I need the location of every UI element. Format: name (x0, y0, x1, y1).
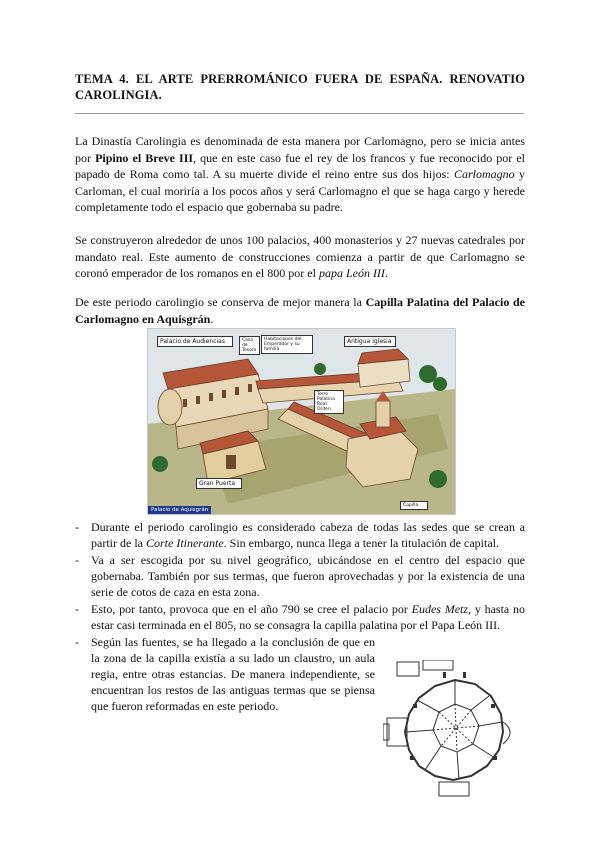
text: Durante el periodo carolingio es considerado cabeza de todas las sedes que se crean a partir de la (91, 520, 525, 550)
label-casa: Casa de Tesoro (239, 336, 260, 355)
label-torre: Torre Palatina Real Orden (314, 390, 344, 414)
text: Se construyeron alrededor de unos 100 palacios, 400 monasterios y 27 nuevas catedrales por mandato real. Este aumento de construcciones comienza a partir de que Carlomagno se coronó emperador de los romanos en el 800 por el (75, 233, 525, 280)
label-capilla: Capilla (400, 501, 428, 510)
text-bold: Capilla Palatina del Palacio de Carlomagno en Aquisgrán (75, 295, 525, 326)
bullet-marker: - (75, 553, 79, 567)
paragraph-dynasty (75, 133, 525, 216)
label-gran-puerta: Gran Puerta (196, 478, 242, 489)
paragraph-constructions (75, 232, 525, 282)
text: , y hasta no estar casi terminada en el 805, no se consagra la capilla palatina por el Papa León III. (91, 602, 526, 632)
list-item (75, 634, 375, 714)
text-italic: Carlomagno (453, 167, 515, 181)
text: , que en este caso fue el rey de los francos y fue reconocido por el papado de Roma como tal. A su muerte divide el reino entre sus dos hijos: (75, 150, 526, 181)
list-item (75, 552, 525, 600)
text: . Sin embargo, nunca llega a tener la titulación de capital. (223, 536, 499, 550)
bullet-marker: - (75, 520, 79, 534)
text-italic: Eudes Metz (411, 602, 469, 616)
text: y Carloman, el cual moriría a los pocos años y será Carlomagno el que se haga cargo y herede completamente todo el espacio que gobernaba su padre. (75, 167, 525, 214)
text-bold: Pipino el Breve III (95, 150, 194, 165)
bullet-marker: - (75, 635, 79, 649)
text: Esto, por tanto, provoca que en el año 790 se cree el palacio por (91, 602, 412, 616)
text: Va a ser escogida por su nivel geográfico, ubicándose en el centro del espacio que gobernaba. También por sus termas, que fueron aprovechadas y por la existencia de una serie de cotos de caza en esta zona. (91, 553, 525, 599)
list-item (75, 519, 525, 551)
text: . (210, 311, 214, 326)
label-antigua-iglesia: Antigua Iglesia (344, 336, 396, 347)
text: De este periodo carolingio se conserva de mejor manera la (75, 295, 366, 309)
chapel-floor-plan (383, 660, 527, 798)
list-item (75, 601, 525, 633)
text: La Dinastía Carolingia es denominada de esta manera por Carlomagno, pero se inicia antes por (75, 134, 525, 165)
text-italic: papa León III (318, 266, 385, 280)
text: . (384, 266, 388, 280)
page-title: TEMA 4. EL ARTE PRERROMÁNICO FUERA DE ESPAÑA. RENOVATIO CAROLINGIA. (75, 72, 525, 102)
figure-caption: Palacio de Aquisgrán (148, 506, 211, 514)
label-habitaciones: Habitaciones del Emperador y su familia (261, 335, 313, 354)
title-divider (75, 113, 524, 114)
text: Según las fuentes, se ha llegado a la conclusión de que en la zona de la capilla existía a su lado un claustro, un aula regia, entre otras estancias. De manera independiente, se encuentran los restos de las antiguas termas que se piensa que fueron reformadas en este periodo. (91, 635, 375, 713)
bullet-marker: - (75, 602, 79, 616)
floor-plan-drawing (383, 660, 527, 798)
palace-illustration (147, 328, 456, 515)
paragraph-capilla (75, 294, 525, 327)
label-palacio-audiencias: Palacio de Audiencias (157, 336, 233, 347)
text-italic: Corte Itinerante (145, 536, 224, 550)
palace-drawing (148, 329, 455, 514)
